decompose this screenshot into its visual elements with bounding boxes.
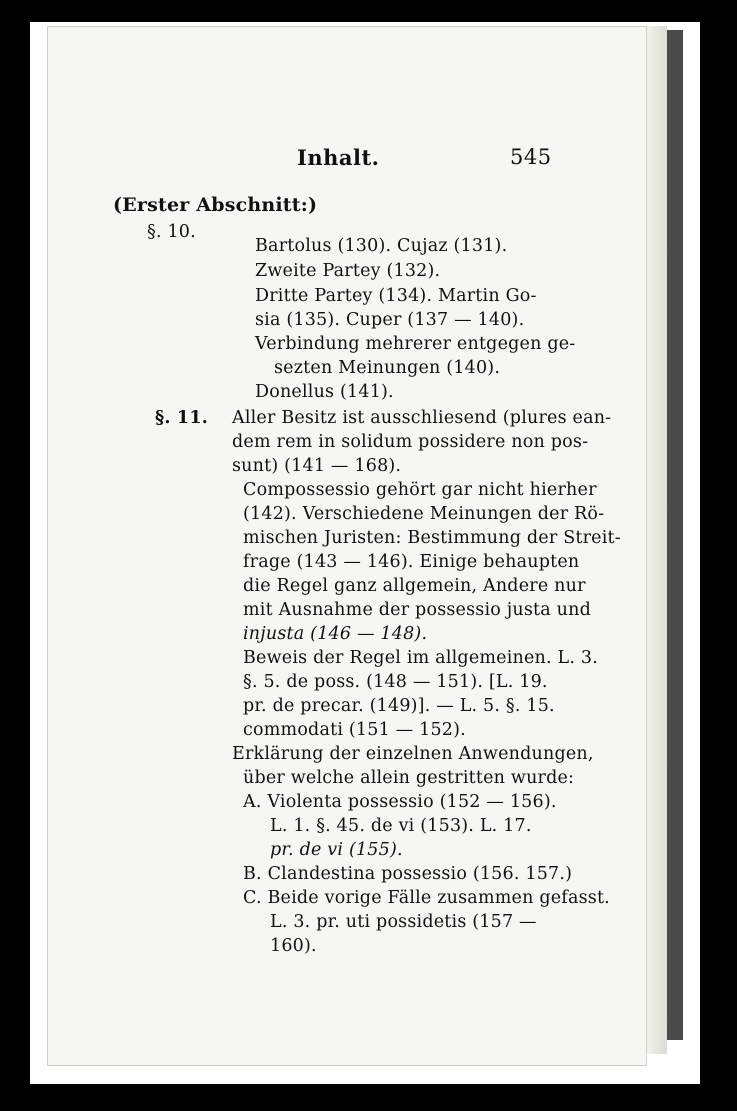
toc-line: sezten Meinungen (140). <box>274 358 501 378</box>
toc-line: B. Clandestina possessio (156. 157.) <box>243 864 573 884</box>
toc-line: 160). <box>270 936 317 956</box>
toc-line: die Regel ganz allgemein, Andere nur <box>243 576 586 596</box>
paragraph-number: §. 11. <box>155 408 208 428</box>
toc-line: L. 1. §. 45. de vi (153). L. 17. <box>270 816 532 836</box>
toc-line: sunt) (141 — 168). <box>232 456 402 476</box>
toc-line: commodati (151 — 152). <box>243 720 466 740</box>
toc-line: Aller Besitz ist ausschliesend (plures ean- <box>232 408 612 428</box>
toc-line: A. Violenta possessio (152 — 156). <box>243 792 557 812</box>
toc-line: Dritte Partey (134). Martin Go- <box>255 286 537 306</box>
toc-line: frage (143 — 146). Einige behaupten <box>243 552 580 572</box>
toc-line: Donellus (141). <box>255 382 394 402</box>
toc-line: L. 3. pr. uti possidetis (157 — <box>270 912 537 932</box>
toc-line: pr. de vi (155). <box>270 840 403 860</box>
paragraph-number: §. 10. <box>147 222 196 242</box>
toc-line: Verbindung mehrerer entgegen ge- <box>255 334 576 354</box>
toc-line: Beweis der Regel im allgemeinen. L. 3. <box>243 648 598 668</box>
running-header-title: Inhalt. <box>297 145 380 170</box>
toc-line: Erklärung der einzelnen Anwendungen, <box>232 744 594 764</box>
toc-line: Zweite Partey (132). <box>255 261 441 281</box>
section-heading: (Erster Abschnitt:) <box>113 194 318 216</box>
toc-line: (142). Verschiedene Meinungen der Rö- <box>243 504 605 524</box>
page-number: 545 <box>510 145 552 169</box>
toc-line: Compossessio gehört gar nicht hierher <box>243 480 597 500</box>
toc-line: injusta (146 — 148). <box>243 624 428 644</box>
toc-line: sia (135). Cuper (137 — 140). <box>255 310 525 330</box>
toc-line: §. 5. de poss. (148 — 151). [L. 19. <box>243 672 548 692</box>
toc-line: mit Ausnahme der possessio justa und <box>243 600 592 620</box>
toc-line: mischen Juristen: Bestimmung der Streit- <box>243 528 621 548</box>
toc-line: C. Beide vorige Fälle zusammen gefasst. <box>243 888 610 908</box>
toc-line: pr. de precar. (149)]. — L. 5. §. 15. <box>243 696 555 716</box>
toc-line: dem rem in solidum possidere non pos- <box>232 432 589 452</box>
toc-line: über welche allein gestritten wurde: <box>243 768 575 788</box>
toc-line: Bartolus (130). Cujaz (131). <box>255 236 508 256</box>
